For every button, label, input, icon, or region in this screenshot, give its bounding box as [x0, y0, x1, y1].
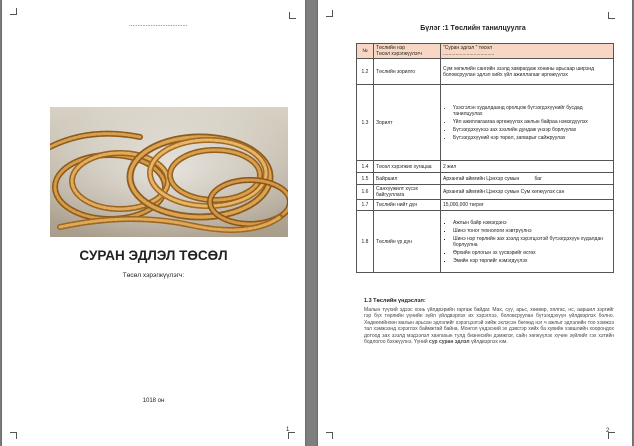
row-value: Архангай аймгийн Цэнхэр сумын Сум хөгжүүлэх сан [441, 185, 614, 200]
list-item: ▪ Ажлын байр нэмэгдэнэ [453, 220, 611, 226]
document-title: СУРАН ЭДЛЭЛ ТӨСӨЛ [79, 248, 228, 263]
document-subtitle: Төсөл хэрэгжүүлэгч: [122, 272, 185, 279]
list-item: • Бүтээгдэхүүний нэр төрөл, загварыг сайжруулах [453, 135, 611, 141]
table-row [357, 85, 614, 161]
row-num: 1.4 [357, 161, 374, 173]
crop-mark [608, 12, 615, 19]
row-num: 1.7 [357, 200, 374, 211]
list-item: • Бүтээгдэхүүнээ зах зээлийн дундаж үнээр борлуулах [453, 127, 611, 133]
table-row [357, 173, 614, 185]
row-value [441, 211, 614, 273]
list-item: ▪ Эмийн нэр төрлийг нэмэгдүүлэх [453, 258, 611, 264]
table-row [357, 59, 614, 85]
list-item: ▪ Шинэ нэр төрлийн зах зээлд хэрэгцээтэй бүтээгдэхүүн хүдалдан борлуулна [453, 236, 611, 248]
row-label: Байршил [374, 173, 441, 185]
row-label: Төслийн зорилго [374, 59, 441, 85]
row-num: 1.3 [357, 85, 374, 161]
list-item: ▪ Өрхийн орлогын эх үүсвэрийг өсгөх [453, 250, 611, 256]
row-num: 1.2 [357, 59, 374, 85]
table-row [357, 161, 614, 173]
row-num: 1.5 [357, 173, 374, 185]
header-num: № [357, 44, 374, 59]
objectives-list [443, 105, 611, 141]
page-number: 2 [606, 428, 610, 434]
crop-mark [288, 432, 295, 439]
document-year: 1018 он [142, 398, 165, 404]
table-row [357, 211, 614, 273]
subsection-heading: 1.3 Төслийн үндэслэл: [364, 298, 426, 304]
table-row [357, 185, 614, 200]
row-value: Архангай аймгийн Цэнхэр сумын баг [441, 173, 614, 185]
paragraph-text: Малын түүхий эдээс хонь үйлдвэрийн гаргаж байдаг. Мах, сүү, арьс, хөөвөр, хялгас, нс, ааршил зэргийг гэр бүх төрлийн үүнийн зүйл үйлдвэрлэх их хэрэглээ, боловсруулан бүтээгдэхүүн үйлдвэрлэх болно. Хөдөөгийнхөн малын арьсан эдлэлийг хэрэгцээтэй хийж эхлэсэн бөгөөд нэг ч ажлыг эдлэлийн тоо хэмжээ тал хэмжээнд хэрэглэх баймжтай байна. Монгол үндэсний эх дэвсгэр хийх ба хувийн хэвшлийн хоорондох дотоод зах зээлд мэдээлэл хангахын тулд бизнесийн дэмжлэг, сайн хөгжүүлэх хүчин зүйлийг гэх хэтийн бодлогоо бэхжүүлнэ. Үүний [364, 307, 614, 346]
crop-mark [326, 10, 333, 17]
table-row [357, 200, 614, 211]
row-label: Төсөл хэрэгжих хугацаа [374, 161, 441, 173]
justification-paragraph [364, 307, 614, 345]
row-value: 15,000,000 төгрөг [441, 200, 614, 211]
list-item: • Үзэсгэлэн худалдаанд оролцож бүтээгдэхүүнийг бусдад танилцуулах [453, 105, 611, 117]
page-number: 1 [286, 427, 290, 433]
row-value: Сум хөгжлийн сангийн зээлд хамрагдаж хонины арьсаар ширэнд боловсруулан эдлэл хийх үйл ажиллагааг өргөжүүлэх [441, 59, 614, 85]
list-item: ▪ Шинэ тоног технологи нэвтрүүлнэ [453, 228, 611, 234]
list-item: • Үйл ажиллагаагаа өргөжүүлэх ажлын байраа нэмэгдүүлэх [453, 119, 611, 125]
header-dots: ................................... [129, 22, 188, 28]
row-value [441, 85, 614, 161]
row-num: 1.8 [357, 211, 374, 273]
crop-mark [10, 8, 17, 15]
header-value: "Суран эдлэл " төсөл ..................................... [441, 44, 614, 59]
row-value: 2 жил [441, 161, 614, 173]
page-2 [318, 0, 632, 446]
crop-mark [10, 432, 17, 439]
paragraph-bold-text: сур суран эдлэл [429, 339, 470, 346]
crop-mark [289, 12, 296, 19]
row-label: Төслийн нийт дүн [374, 200, 441, 211]
row-label: Санхүүжилт хүсэх байгууллага [374, 185, 441, 200]
section-heading: Бүлэг :1 Төслийн танилцуулга [420, 25, 526, 32]
row-label: Зорилт [374, 85, 441, 161]
page-1 [2, 0, 305, 446]
crop-mark [326, 432, 333, 439]
paragraph-text-end: үйлдвэрлэх юм. [470, 339, 508, 346]
leather-rope-photo [50, 107, 288, 237]
row-label: Төслийн үр дүн [374, 211, 441, 273]
row-num: 1.6 [357, 185, 374, 200]
table-header-row [357, 44, 614, 59]
results-list [443, 220, 611, 264]
project-info-table [356, 43, 614, 273]
header-label: Төслийн нэр Төсөл хэрэгжүүлэгч [374, 44, 441, 59]
